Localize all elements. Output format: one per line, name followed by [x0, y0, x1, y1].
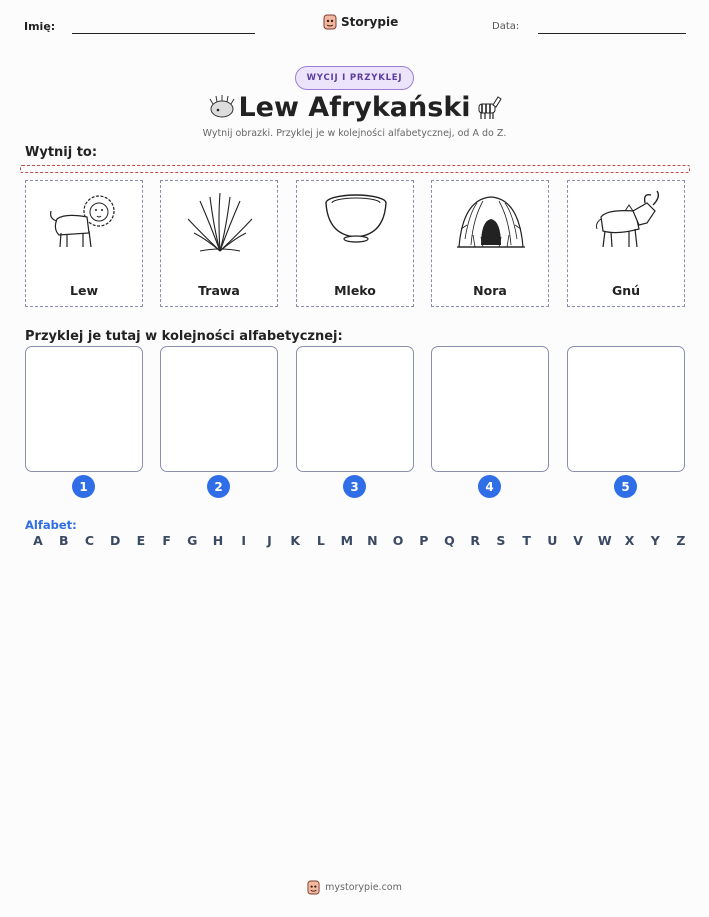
letter: L	[316, 533, 325, 548]
cut-card-nora[interactable]	[431, 180, 549, 307]
brand-name: Storypie	[341, 15, 399, 29]
paste-slot-1[interactable]	[25, 346, 143, 472]
wildebeest-icon	[587, 189, 667, 254]
letter: Z	[676, 533, 686, 548]
letter: B	[58, 533, 69, 548]
letter: X	[624, 533, 635, 548]
slot-number-5: 5	[614, 475, 637, 498]
letter: H	[212, 533, 224, 548]
letter: E	[136, 533, 146, 548]
storypie-mascot-icon	[323, 14, 337, 30]
letter: T	[522, 533, 531, 548]
cut-card-trawa[interactable]	[160, 180, 278, 307]
cut-line	[20, 165, 690, 173]
letter: D	[109, 533, 121, 548]
letter: W	[597, 533, 612, 548]
paste-slot-5[interactable]	[567, 346, 685, 472]
letter: M	[340, 533, 354, 548]
card-label: Mleko	[334, 283, 376, 298]
date-label: Data:	[492, 21, 520, 32]
cut-section-label: Wytnij to:	[25, 145, 98, 160]
brand-logo	[323, 14, 398, 30]
letter: K	[290, 533, 301, 548]
card-label: Lew	[70, 283, 98, 298]
slot-number-4: 4	[478, 475, 501, 498]
bowl-icon	[316, 189, 396, 254]
letter: Q	[444, 533, 455, 548]
name-label: Imię:	[24, 20, 56, 33]
alphabet-label: Alfabet:	[25, 518, 77, 532]
letter: G	[187, 533, 198, 548]
paste-slot-3[interactable]	[296, 346, 414, 472]
activity-badge: WYCIJ I PRZYKLEJ	[295, 66, 414, 90]
letter: I	[241, 533, 247, 548]
lion-icon	[45, 189, 125, 254]
slot-number-3: 3	[343, 475, 366, 498]
card-label: Trawa	[198, 283, 240, 298]
letter: F	[162, 533, 171, 548]
slot-number-2: 2	[207, 475, 230, 498]
letter: R	[470, 533, 481, 548]
paste-slot-4[interactable]	[431, 346, 549, 472]
letter: S	[496, 533, 506, 548]
cut-card-lew[interactable]	[25, 180, 143, 307]
grass-icon	[180, 189, 260, 254]
letter: J	[267, 533, 272, 548]
letter: A	[33, 533, 43, 548]
letter: V	[573, 533, 583, 548]
paste-slot-2[interactable]	[160, 346, 278, 472]
letter: N	[367, 533, 378, 548]
name-line[interactable]	[72, 33, 255, 34]
letter: Y	[650, 533, 660, 548]
page-title: Lew Afrykański	[238, 92, 471, 123]
letter: C	[84, 533, 95, 548]
alphabet-row	[32, 533, 687, 548]
burrow-icon	[451, 189, 531, 254]
letter: O	[392, 533, 404, 548]
paste-section-label: Przyklej je tutaj w kolejności alfabetycznej:	[25, 329, 343, 344]
cut-card-gnu[interactable]	[567, 180, 685, 307]
date-line[interactable]	[538, 33, 686, 34]
slot-number-1: 1	[72, 475, 95, 498]
letter: U	[547, 533, 558, 548]
footer	[0, 880, 709, 895]
letter: P	[419, 533, 429, 548]
card-label: Nora	[473, 283, 507, 298]
storypie-mascot-icon	[307, 880, 320, 895]
card-label: Gnú	[611, 283, 641, 298]
instructions: Wytnij obrazki. Przyklej je w kolejności alfabetycznej, od A do Z.	[202, 128, 507, 139]
cut-card-mleko[interactable]	[296, 180, 414, 307]
footer-url[interactable]: mystorypie.com	[325, 882, 402, 893]
zebra-icon	[473, 92, 503, 122]
